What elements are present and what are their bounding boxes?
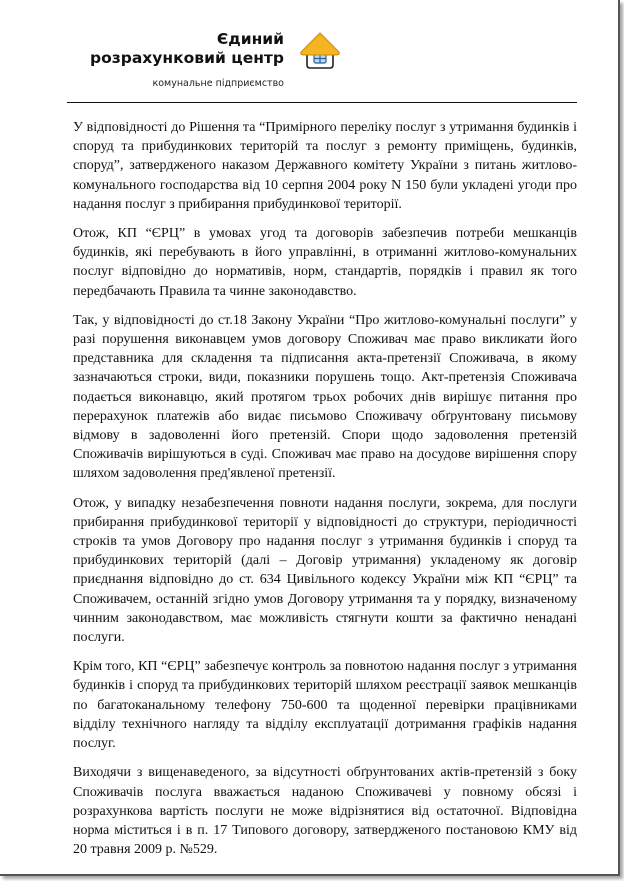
paragraph: Крім того, КП “ЄРЦ” забезпечує контроль за повнотою надання послуг з утримання будинків і споруд та прибудинкових територій шляхом реєстрації заявок мешканців по багатоканальному телефону 750-600 та щоденної перевірки працівниками відділу технічного нагляду та відділу експлуатації дотримання графіків надання послуг. <box>73 659 577 752</box>
organization-name-line-2: розрахунковий центр <box>90 49 284 67</box>
organization-name-line-1: Єдиний <box>216 30 284 48</box>
organization-type: комунальне підприємство <box>152 78 284 89</box>
paragraph: Отож, КП “ЄРЦ” в умовах угод та договорів забезпечив потреби мешканців будинків, які перебувають в його управлінні, в отриманні житлово-комунальних послуг відповідно до нормативів, норм, стандартів, порядків і правил як того передбачають Правила та чинне законодавство. <box>73 226 577 299</box>
paragraph: Так, у відповідності до ст.18 Закону України “Про житлово-комунальні послуги” у разі порушення виконавцем умов договору Споживач має право викликати його представника для складення та підписання акта-претензії Споживача, в якому зазначаються строки, види, показники порушень тощо. Акт-претензія Споживача подається виконавцю, який протягом трьох робочих днів вирішує питання про перерахунок платежів або видає письмово Споживачу обґрунтовану письмову відмову в задоволенні його претензій. Спори щодо задоволення претензій Споживачів вирішуються в суді. Споживач має право на досудове вирішення спору шляхом задоволення пред'явленої претензії. <box>73 312 577 482</box>
header-divider <box>67 102 577 103</box>
house-icon <box>297 30 343 70</box>
letterhead <box>0 0 618 110</box>
organization-name <box>90 30 284 68</box>
paragraph: У відповідності до Рішення та “Примірного переліку послуг з утримання будинків і споруд та прибудинкових територій та послуг з ремонту приміщень, будинків, споруд”, затвердженого наказом Державного комітету України з питань житлово-комунального господарства від 10 серпня 2004 року N 150 були укладені угоди про надання послуг з прибирання прибудинкової території. <box>73 120 577 212</box>
paragraph: Виходячи з вищенаведеного, за відсутності обґрунтованих актів-претензій з боку Споживачів послуга вважається наданою Споживачеві у повному обсязі і розрахункова вартість послуги не може відрізнятися від остаточної. Відповідна норма міститься і в п. 17 Типового договору, затвердженого постановою КМУ від 20 травня 2009 р. №529. <box>73 765 577 858</box>
paragraph: Отож, у випадку незабезпечення повноти надання послуги, зокрема, для послуги прибирання прибудинкової території у відповідності до структури, періодичності строків та умов Договору про надання послуг з утримання будинків і споруд та прибудинкових територій (далі – Договір утримання) укладеному як договір приєднання відповідно до ст. 634 Цивільного кодексу України між КП “ЄРЦ” та Споживачем, останній згідно умов Договору утримання та у порядку, визначеному чинним законодавством, має можливість стягнути кошти за фактично ненадані послуги. <box>73 495 577 646</box>
letter-body <box>73 118 577 869</box>
